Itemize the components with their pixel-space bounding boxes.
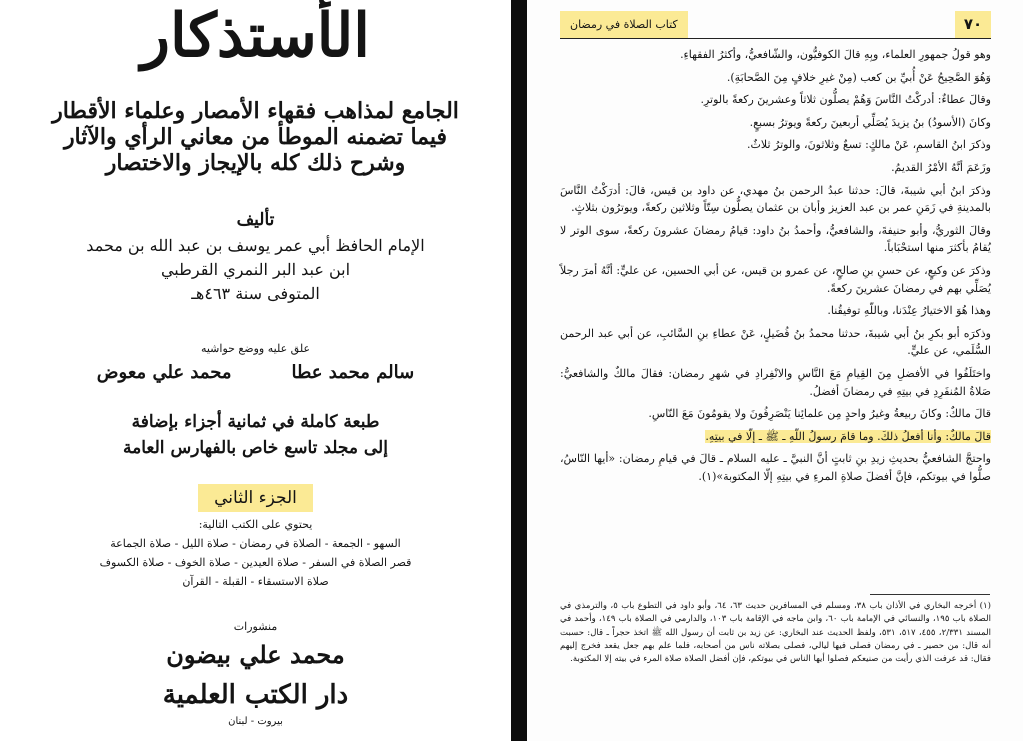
publisher-label: منشورات <box>233 620 278 633</box>
footnote-divider <box>870 594 990 595</box>
footnote: (١) أخرجه البخاري في الأذان باب ٣٨، ومسلم في المسافرين حديث ٦٣، ٦٤، وأبو داود في التطوع باب ٥، والترمذي في الصلاة باب ١٩٥، والنسائي في الإمامة باب ٦٠، وابن ماجه في الإقامة باب ١٠٣، والدارمي في الصلاة باب ١٤٩، وأحمد في المسند ٢/٣٣١، ٤٥٥، ٥١٧، ٥٣١، ولفظ الحديث عند البخاري: عن زيد بن ثابت أن رسول الله ﷺ اتخذ حجراً ـ قال: حسبت أنه قال: من حصير ـ في رمضان فصلى فيها ليالي، فصلى بصلاته ناس من أصحابه، فلما علم بهم جعل يقعد فخرج إليهم فقال: قد عرفت الذي رأيت من صنيعكم فصلوا أيها الناس في بيوتكم، فإن أفضل الصلاة صلاة المرء في بيته إلا المكتوبة. <box>560 601 992 665</box>
content-page <box>527 0 1023 741</box>
body-text <box>560 46 991 490</box>
volume-box <box>0 484 511 512</box>
paragraph: واختَلَفُوا في الأفضلِ مِنَ القِيامِ مَعَ النَّاسِ والانْفِرادِ في شهرِ رمضان: فقالَ مالكٌ والشافعيُّ: صَلاةُ المُنفَرِدِ في بيتِهِ في رمضانَ أفضلُ. <box>560 366 991 398</box>
paragraph: واحتجَّ الشافعيُّ بحديثِ زيدِ بنِ ثابتٍ أنَّ النبيَّ ـ عليه السلام ـ قالَ في قيامِ رمضان: «أيها النّاسُ، صلُّوا في بيوتكم، فإنَّ أفضلَ صلاةِ المرءِ في بيتِهِ إلّا المكتوبة»(١). <box>560 452 991 483</box>
volume-label: الجزء الثاني <box>198 484 313 512</box>
publisher-name: محمد علي بيضون <box>166 640 345 669</box>
editor-name-1: سالم محمد عطا <box>291 362 415 383</box>
paragraph: وذكرَ ابنُ القاسمِ، عَنْ مالكٍ: تسعٌ وثلاثونَ، والوترُ ثلاثٌ. <box>747 138 991 152</box>
contents-line-2: قصر الصلاة في السفر - صلاة العيدين - صلاة الخوف - صلاة الكسوف <box>99 556 412 569</box>
highlight: قالَ مالكٌ: وأنا أفعلُ ذلكَ. وما قامَ رسولُ اللّهِ ـ ﷺ ـ إلّا في بيتِهِ. <box>705 429 991 443</box>
paragraph: وذكرَ ابنُ أبي شيبةَ، قالَ: حدثنا عبدُ الرحمن بنُ مهدي، عن داود بن قيس، قالَ: أدرَكْتُ النَّاسَ بالمدينةِ في زَمَنِ عمر بن عبد العزيز وأبان بن عثمان يصلُّون سِتّاً وثلاثين ركعةً، ويوترُون بثلاثٍ. <box>560 183 991 215</box>
publisher-city: بيروت - لبنان <box>228 716 283 727</box>
author-line-3: المتوفى سنة ٤٦٣هـ <box>191 284 320 303</box>
contents-line-3: صلاة الاستسقاء - القبلة - القرآن <box>182 575 329 588</box>
running-header <box>560 11 991 39</box>
paragraph: وَهُوَ الصَّحِيحُ عَنْ أُبيِّ بن كعب (مِنْ غيرِ خلافٍ مِنَ الصَّحابَةِ). <box>726 70 991 84</box>
editors <box>0 362 511 383</box>
paragraph: وهو قولُ جمهورِ العلماء، وبِهِ قالَ الكوفيُّون، والشّافعيُّ، وأكثرُ الفقهاءِ. <box>680 48 991 61</box>
title-page <box>0 0 511 741</box>
subtitle-line-1: الجامع لمذاهب فقهاء الأمصار وعلماء الأقطار <box>52 98 459 124</box>
subtitle-line-3: وشرح ذلك كله بالإيجاز والاختصار <box>105 150 406 176</box>
editor-label: علق عليه ووضع حواشيه <box>200 342 311 355</box>
edition-line-1: طبعة كاملة في ثمانية أجزاء بإضافة <box>131 412 380 432</box>
paragraph: وقالَ الثوريُّ، وأبو حنيفةَ، والشافعيُّ، وأحمدُ بنُ داود: قيامُ رمضانَ عشرونَ ركعةً، سوى الوتر لا يُقامُ بأكثرَ منها استحْبَاباً. <box>560 223 991 255</box>
running-title: كتاب الصلاة في رمضان <box>560 11 688 38</box>
author-line-1: الإمام الحافظ أبي عمر يوسف بن عبد الله بن محمد <box>86 236 425 255</box>
subtitle-line-2: فيما تضمنه الموطأ من معاني الرأي والآثار <box>63 124 448 150</box>
page-number: ٧٠ <box>955 11 991 38</box>
edition-line-2: إلى مجلد تاسع خاص بالفهارس العامة <box>123 438 388 458</box>
editor-name-2: محمد علي معوض <box>96 362 232 383</box>
author-line-2: ابن عبد البر النمري القرطبي <box>160 260 351 279</box>
book-title: الأستذكار <box>141 1 370 71</box>
paragraph: وكانَ (الأسودُ) بنُ يزيدَ يُصَلِّي أربعينَ ركعةً ويوترُ بسبعٍ. <box>749 115 991 129</box>
paragraph: وذكرَ عن وكيعٍ، عن حسنِ بنِ صالحٍ، عن عمرو بن قيس، عن أبي الحسين، عن عليٍّ: أنَّهُ أمرَ رجلاً يُصَلِّي بهم في رمضانَ عشرينَ ركعةً. <box>560 263 991 295</box>
paragraph: وهذا هُوَ الاختيارُ عِنْدَنا، وباللّهِ توفيقُنا. <box>827 304 991 318</box>
paragraph: قالَ مالكٌ: وكانَ ربيعةُ وغيرُ واحدٍ مِن علمائِنا يَنْصَرِفُونَ ولا يقومُونَ مَعَ النّاسِ. <box>648 407 991 421</box>
authorship-label: تأليف <box>236 210 275 230</box>
paragraph: وذكرَه أبو بكرِ بنُ أبي شيبةَ، حدثنا محمدُ بنُ فُضَيلٍ، عَنْ عطاءِ بنِ السَّائبِ، عن أبي عبد الرحمن السُّلَمي، عن عليٍّ. <box>560 326 991 358</box>
highlighted-paragraph <box>560 428 991 446</box>
paragraph: وقالَ عطاءٌ: أدركْتُ النَّاسَ وَهُمْ يصلُّون ثلاثاً وعشرينَ ركعةً بالوترِ. <box>700 93 991 107</box>
publisher-house-logo: دار الكتب العلمية <box>162 680 349 710</box>
paragraph: وزَعَمَ أنَّهُ الأمْرُ القديمُ. <box>891 160 991 174</box>
contents-label: يحتوي على الكتب التالية: <box>198 518 313 531</box>
contents-line-1: السهو - الجمعة - الصلاة في رمضان - صلاة الليل - صلاة الجماعة <box>110 537 401 550</box>
